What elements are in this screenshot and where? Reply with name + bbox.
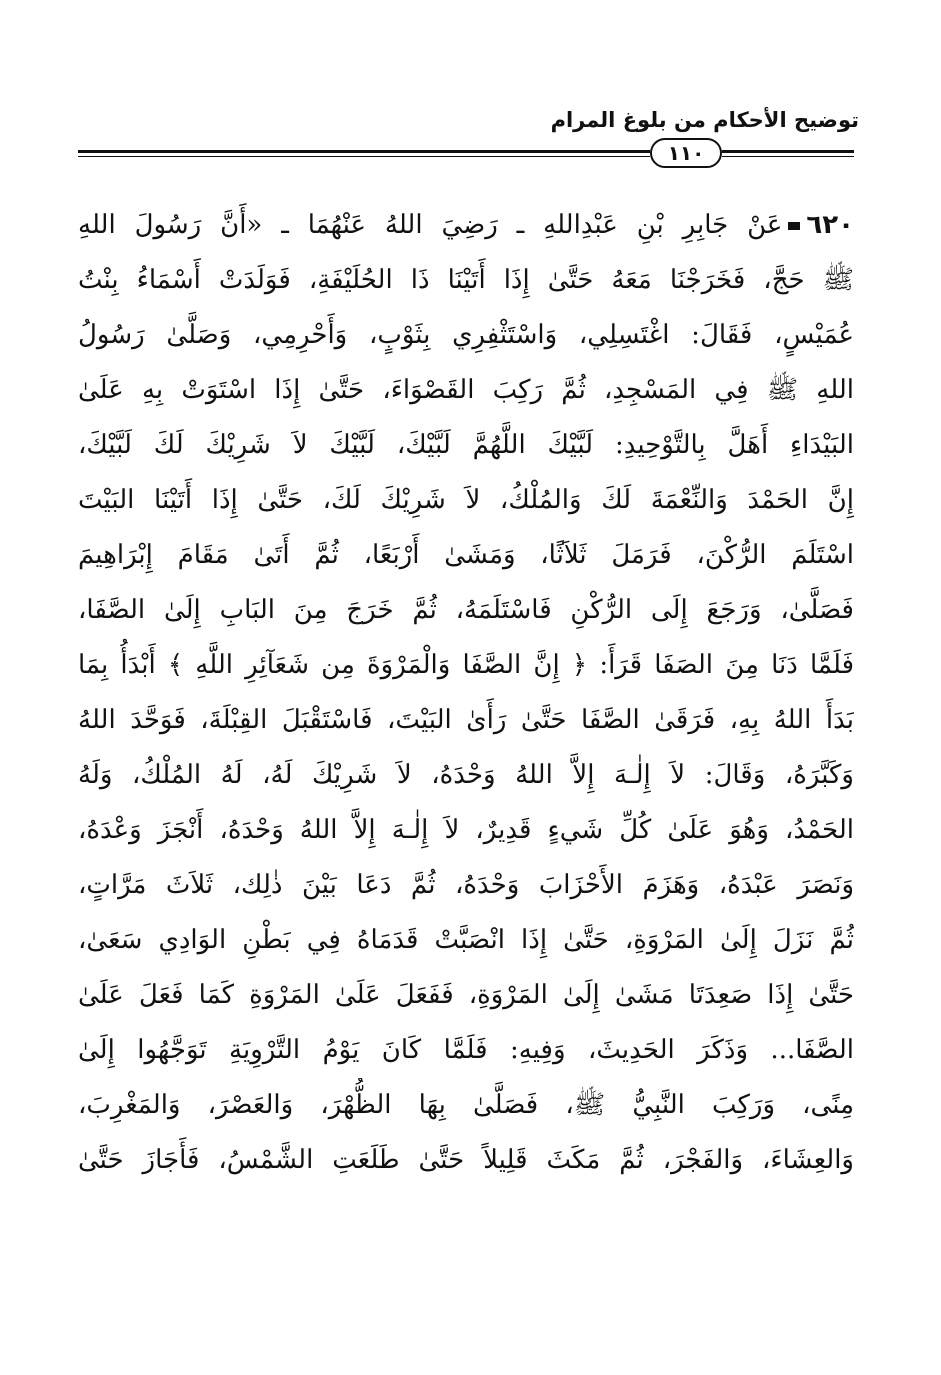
header-rule [78, 156, 650, 157]
text-line: حَتَّىٰ إِذَا صَعِدَتَا مَشَىٰ إِلَىٰ المَرْوَةِ، فَفَعَلَ عَلَىٰ المَرْوَةِ كَمَا فَعَلَ عَلَىٰ [78, 980, 854, 1010]
hadith-marker [788, 222, 800, 230]
text-line: وَنَصَرَ عَبْدَهُ، وَهَزَمَ الأَحْزَابَ وَحْدَهُ، ثُمَّ دَعَا بَيْنَ ذٰلِك، ثَلاَثَ مَرَّاتٍ، [78, 870, 854, 900]
text-line [78, 198, 854, 253]
text-line: وَكَبَّرَهُ، وَقَالَ: لاَ إِلٰـهَ إِلاَّ اللهُ وَحْدَهُ، لاَ شَرِيْكَ لَهُ، لَهُ المُلْكُ، وَلَهُ [78, 760, 854, 790]
text-line: إِنَّ الحَمْدَ وَالنِّعْمَةَ لَكَ وَالمُلْكُ، لاَ شَرِيْكَ لَكَ، حَتَّىٰ إِذَا أَتَيْنَا البَيْتَ [78, 485, 854, 515]
text-line: الصَّفَا... وَذَكَرَ الحَدِيثَ، وَفِيهِ: فَلَمَّا كَانَ يَوْمُ التَّرْوِيَةِ تَوَجَّهُوا إِلَىٰ [78, 1035, 854, 1065]
text-line: وَالعِشَاءَ، وَالفَجْرَ، ثُمَّ مَكَثَ قَلِيلاً حَتَّىٰ طَلَعَتِ الشَّمْسُ، فَأَجَازَ حَتَّىٰ [78, 1145, 854, 1175]
header-rule [78, 150, 650, 153]
text-line: بَدَأَ اللهُ بِهِ، فَرَقَىٰ الصَّفَا حَتَّىٰ رَأَىٰ البَيْتَ، فَاسْتَقْبَلَ القِبْلَةَ، فَوَحَّدَ اللهُ [78, 705, 854, 735]
running-header-title: توضيح الأحكام من بلوغ المرام [550, 108, 859, 132]
hadith-number: ٦٢٠ [806, 210, 854, 240]
page-number-badge: ١١٠ [650, 138, 722, 168]
hadith-text [78, 198, 854, 1188]
text-line: البَيْدَاءِ أَهَلَّ بِالتَّوْحِيدِ: لَبَّيْكَ اللَّهُمَّ لَبَّيْكَ، لَبَّيْكَ لاَ شَرِيْكَ لَكَ لَبَّيْكَ، [78, 430, 854, 460]
header-rule [722, 150, 854, 153]
text-line: مِنًى، وَرَكِبَ النَّبِيُّ ﷺ، فَصَلَّىٰ بِهَا الظُّهْرَ، وَالعَصْرَ، وَالمَغْرِبَ، [78, 1090, 854, 1120]
text-line: فَلَمَّا دَنَا مِنَ الصَفَا قَرَأَ: ﴿ إِنَّ الصَّفَا وَالْمَرْوَةَ مِن شَعَآئِرِ اللَّهِ ﴾ أَبْدَأُ بِمَا [78, 650, 854, 680]
text-line: الحَمْدُ، وَهُوَ عَلَىٰ كُلِّ شَيءٍ قَدِيرٌ، لاَ إِلٰـهَ إِلاَّ اللهُ وَحْدَهُ، أَنْجَزَ وَعْدَهُ، [78, 815, 854, 845]
line-text: عَنْ جَابِرِ بْنِ عَبْدِاللهِ ـ رَضِيَ اللهُ عَنْهُمَا ـ «أَنَّ رَسُولَ اللهِ [78, 210, 783, 240]
text-line: ﷺ حَجَّ، فَخَرَجْنَا مَعَهُ حَتَّىٰ إِذَا أَتَيْنَا ذَا الحُلَيْفَةِ، فَوَلَدَتْ أَسْمَاءُ بِنْتُ [78, 265, 854, 295]
text-line: اللهِ ﷺ فِي المَسْجِدِ، ثُمَّ رَكِبَ القَصْوَاءَ، حَتَّىٰ إِذَا اسْتَوَتْ بِهِ عَلَىٰ [78, 375, 854, 405]
text-line: ثُمَّ نَزَلَ إِلَىٰ المَرْوَةِ، حَتَّىٰ إِذَا انْصَبَّتْ قَدَمَاهُ فِي بَطْنِ الوَادِي سَعَىٰ، [78, 925, 854, 955]
header-rule [722, 156, 854, 157]
text-line: عُمَيْسٍ، فَقَالَ: اغْتَسِلِي، وَاسْتَثْفِرِي بِثَوْبٍ، وَأَحْرِمِي، وَصَلَّىٰ رَسُولُ [78, 320, 854, 350]
text-line: فَصَلَّىٰ، وَرَجَعَ إِلَى الرُّكْنِ فَاسْتَلَمَهُ، ثُمَّ خَرَجَ مِنَ البَابِ إِلَىٰ الصَّفَا، [78, 595, 854, 625]
text-line: اسْتَلَمَ الرُّكْنَ، فَرَمَلَ ثَلاَثًا، وَمَشَىٰ أَرْبَعًا، ثُمَّ أَتَىٰ مَقَامَ إِبْرَاهِيمَ [78, 540, 854, 570]
